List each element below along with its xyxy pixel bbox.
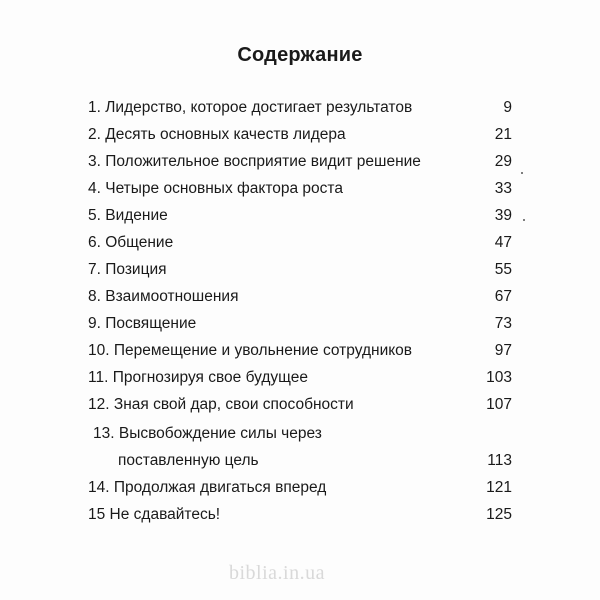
toc-entry xyxy=(88,423,512,445)
toc-entry-label: 14. Продолжая двигаться вперед xyxy=(88,479,327,496)
toc-entry-page: 125 xyxy=(486,506,512,523)
toc-entry xyxy=(88,340,512,362)
toc-entry-label: поставленную цель xyxy=(118,452,259,469)
page-title: Содержание xyxy=(237,44,363,66)
toc-entry xyxy=(88,232,512,254)
print-speck xyxy=(523,219,525,221)
print-speck xyxy=(521,172,523,174)
toc-entry-page: 97 xyxy=(494,342,512,359)
toc-entry xyxy=(88,124,512,146)
toc-entry-page: 33 xyxy=(494,180,512,197)
toc-entry xyxy=(88,205,512,227)
toc-entry-label: 10. Перемещение и увольнение сотрудников xyxy=(88,342,413,359)
watermark: biblia.in.ua xyxy=(229,562,325,584)
toc-entry-page: 73 xyxy=(494,315,512,332)
toc-entry xyxy=(88,450,512,472)
toc-entry xyxy=(88,286,512,308)
toc-entry-page: 21 xyxy=(494,126,512,143)
toc-entry xyxy=(88,178,512,200)
toc-entry xyxy=(88,504,512,526)
toc-entry-label: 1. Лидерство, которое достигает результатов xyxy=(88,99,413,116)
toc-entry-label: 7. Позиция xyxy=(88,261,167,278)
toc-entry-page: 47 xyxy=(494,234,512,251)
toc-entry-page: 113 xyxy=(487,452,512,469)
toc-entry xyxy=(88,151,512,173)
toc-entry-page: 39 xyxy=(494,207,512,224)
toc-entry-page: 29 xyxy=(494,153,512,170)
toc-entry-label: 9. Посвящение xyxy=(88,315,197,332)
toc-entry xyxy=(88,477,512,499)
toc-entry xyxy=(88,97,512,119)
toc-entry-page: 107 xyxy=(486,396,512,413)
toc-entry-label: 12. Зная свой дар, свои способности xyxy=(88,396,354,413)
toc-entry-label: 4. Четыре основных фактора роста xyxy=(88,180,343,197)
toc-entry-page: 55 xyxy=(494,261,512,278)
toc-entry-page: 9 xyxy=(503,99,512,116)
toc-entry xyxy=(88,367,512,389)
toc-entry-page: 121 xyxy=(486,479,512,496)
toc-entry xyxy=(88,394,512,416)
toc-entry-label: 6. Общение xyxy=(88,234,174,251)
toc-entry-page: 103 xyxy=(486,369,512,386)
toc-entry-label: 11. Прогнозируя свое будущее xyxy=(88,369,308,386)
toc-entry-label: 5. Видение xyxy=(88,207,168,224)
toc-entry-label: 3. Положительное восприятие видит решение xyxy=(88,153,421,170)
toc-entry-label: 15 Не сдавайтесь! xyxy=(88,506,221,523)
toc-entry-label: 2. Десять основных качеств лидера xyxy=(88,126,346,143)
toc-entry xyxy=(88,259,512,281)
toc-entry-label: 13. Высвобождение силы через xyxy=(93,425,322,442)
toc-entry-page: 67 xyxy=(494,288,512,305)
toc-entry-label: 8. Взаимоотношения xyxy=(88,288,239,305)
toc-entry xyxy=(88,313,512,335)
